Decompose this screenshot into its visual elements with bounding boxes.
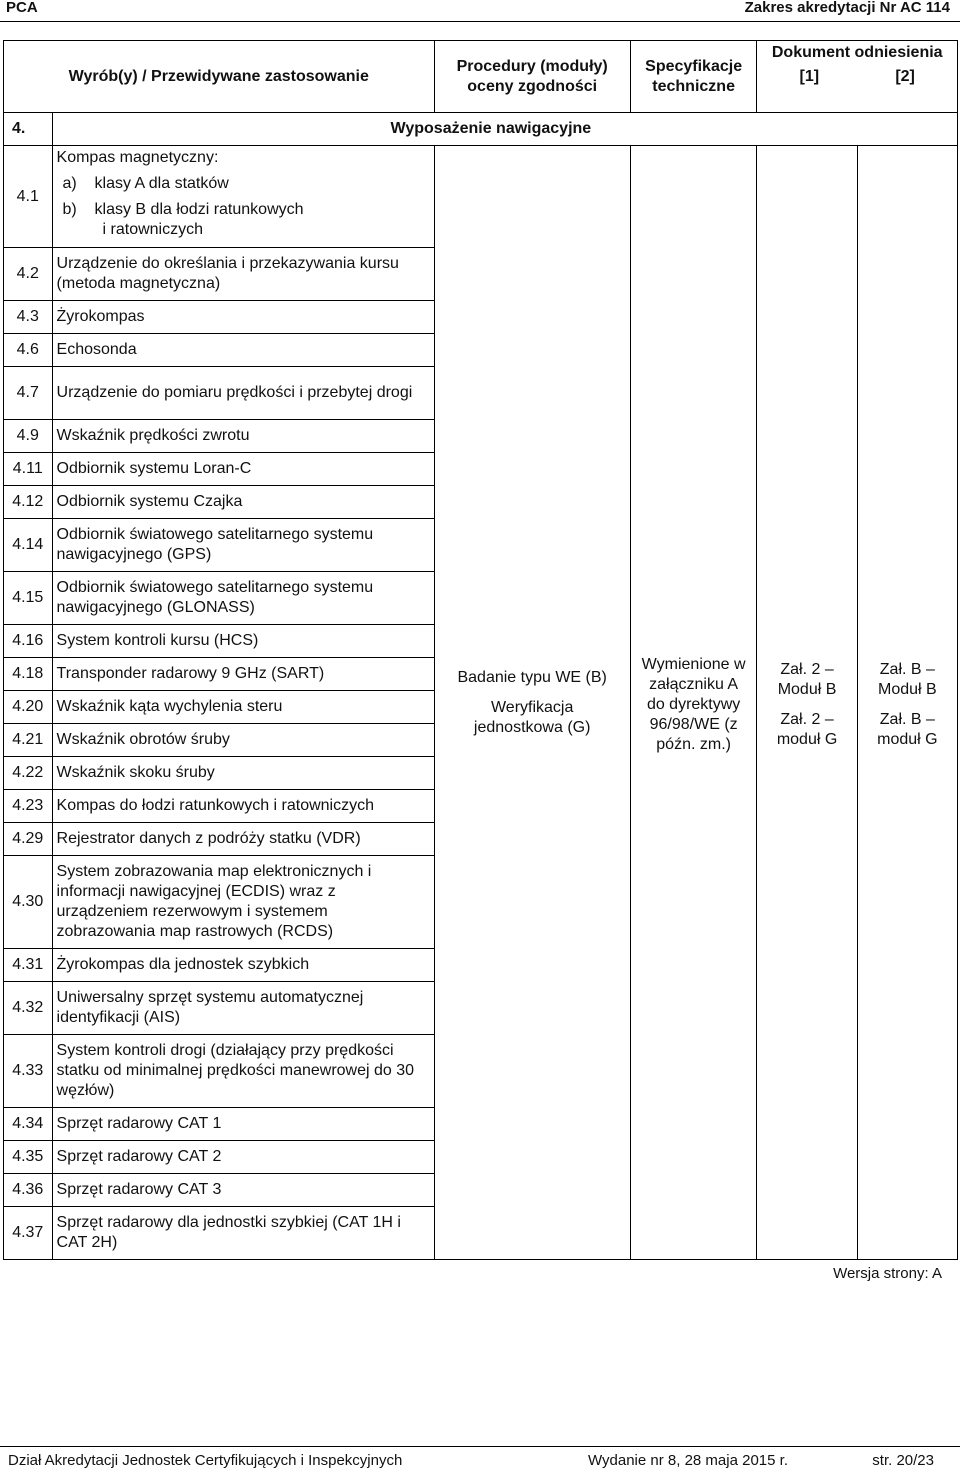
header-procedures: Procedury (moduły) oceny zgodności: [434, 41, 630, 113]
ref2-module-g: Zał. B – moduł G: [877, 710, 938, 748]
row-product: Urządzenie do określania i przekazywania kursu (metoda magnetyczna): [52, 248, 434, 301]
row-number: 4.11: [4, 453, 53, 486]
sub-item-text-cont: i ratowniczych: [102, 221, 204, 238]
row-product: Echosonda: [52, 334, 434, 367]
row-number: 4.21: [4, 724, 53, 757]
row-number: 4.12: [4, 486, 53, 519]
row-number: 4.34: [4, 1108, 53, 1141]
row-product: Żyrokompas: [52, 301, 434, 334]
sub-item-text: klasy B dla łodzi ratunkowych: [94, 201, 304, 218]
procedures-cell: [434, 146, 630, 1260]
org-name: PCA: [6, 0, 38, 16]
row-product: System kontroli drogi (działający przy prędkości statku od minimalnej prędkości manewrowej do 30 węzłów): [52, 1035, 434, 1108]
row-product: Sprzęt radarowy CAT 1: [52, 1108, 434, 1141]
footer-department: Dział Akredytacji Jednostek Certyfikujących i Inspekcyjnych: [8, 1452, 403, 1469]
section-row: [4, 113, 958, 146]
row-product: Urządzenie do pomiaru prędkości i przebytej drogi: [52, 367, 434, 420]
row-product: Odbiornik systemu Loran-C: [52, 453, 434, 486]
sub-item-b: [63, 200, 430, 220]
footer-edition: Wydanie nr 8, 28 maja 2015 r.: [588, 1452, 788, 1469]
sub-item-text: klasy A dla statków: [94, 175, 229, 192]
row-product: Rejestrator danych z podróży statku (VDR): [52, 823, 434, 856]
ref1-cell: [757, 146, 857, 1260]
row-number: 4.18: [4, 658, 53, 691]
ref2-cell: [857, 146, 957, 1260]
row-number: 4.6: [4, 334, 53, 367]
row-number: 4.31: [4, 949, 53, 982]
accreditation-number: Zakres akredytacji Nr AC 114: [744, 0, 950, 16]
row-number: 4.22: [4, 757, 53, 790]
row-product: Sprzęt radarowy CAT 3: [52, 1174, 434, 1207]
procedure-g: Weryfikacja jednostkowa (G): [473, 698, 591, 736]
row-number: 4.16: [4, 625, 53, 658]
header-reference: [757, 41, 958, 113]
row-product: Żyrokompas dla jednostek szybkich: [52, 949, 434, 982]
row-number: 4.2: [4, 248, 53, 301]
ref1-module-b: Zał. 2 – Moduł B: [777, 660, 837, 698]
row-product: Transponder radarowy 9 GHz (SART): [52, 658, 434, 691]
row-number: 4.20: [4, 691, 53, 724]
row-product: Kompas do łodzi ratunkowych i ratowniczych: [52, 790, 434, 823]
row-product: Sprzęt radarowy CAT 2: [52, 1141, 434, 1174]
header-product: Wyrób(y) / Przewidywane zastosowanie: [4, 41, 435, 113]
ref1-module-g: Zał. 2 – moduł G: [776, 710, 838, 748]
table-header-row: [4, 41, 958, 113]
header-ref2: [2]: [895, 68, 915, 85]
row-product: Uniwersalny sprzęt systemu automatycznej identyfikacji (AIS): [52, 982, 434, 1035]
accreditation-table: [3, 40, 958, 1260]
header-ref1: [1]: [799, 68, 820, 85]
row-product: Odbiornik systemu Czajka: [52, 486, 434, 519]
row-number: 4.37: [4, 1207, 53, 1260]
row-product: Wskaźnik kąta wychylenia steru: [52, 691, 434, 724]
row-number: 4.23: [4, 790, 53, 823]
row-number: 4.3: [4, 301, 53, 334]
row-product: System kontroli kursu (HCS): [52, 625, 434, 658]
row-product: Odbiornik światowego satelitarnego systemu nawigacyjnego (GPS): [52, 519, 434, 572]
row-number: 4.15: [4, 572, 53, 625]
row-product: [52, 146, 434, 248]
row-product: Wskaźnik prędkości zwrotu: [52, 420, 434, 453]
section-number: 4.: [4, 113, 53, 146]
table-row: [4, 146, 958, 248]
row-number: 4.14: [4, 519, 53, 572]
page-version: Wersja strony: A: [833, 1265, 942, 1282]
row-product: Wskaźnik skoku śruby: [52, 757, 434, 790]
footer-divider: [0, 1446, 960, 1447]
row-number: 4.9: [4, 420, 53, 453]
header-specs: Specyfikacje techniczne: [630, 41, 757, 113]
procedure-b: Badanie typu WE (B): [457, 668, 607, 686]
row-number: 4.30: [4, 856, 53, 949]
row-number: 4.33: [4, 1035, 53, 1108]
sub-item-letter: b): [62, 201, 77, 218]
section-title: Wyposażenie nawigacyjne: [52, 113, 957, 146]
row-number: 4.29: [4, 823, 53, 856]
row-title: Kompas magnetyczny:: [56, 149, 219, 166]
row-product: System zobrazowania map elektronicznych i informacji nawigacyjnej (ECDIS) wraz z urządzeniem rezerwowym i systemem zobrazowania map rastrowych (RCDS): [52, 856, 434, 949]
row-number: 4.32: [4, 982, 53, 1035]
row-number: 4.1: [4, 146, 53, 248]
row-number: 4.35: [4, 1141, 53, 1174]
sub-item-a: [63, 174, 430, 194]
row-number: 4.7: [4, 367, 53, 420]
row-product: Odbiornik światowego satelitarnego systemu nawigacyjnego (GLONASS): [52, 572, 434, 625]
row-product: Sprzęt radarowy dla jednostki szybkiej (CAT 1H i CAT 2H): [52, 1207, 434, 1260]
header-divider: [0, 21, 960, 22]
ref2-module-b: Zał. B – Moduł B: [877, 660, 937, 698]
sub-item-letter: a): [62, 175, 77, 192]
row-product: Wskaźnik obrotów śruby: [52, 724, 434, 757]
row-number: 4.36: [4, 1174, 53, 1207]
header-reference-title: Dokument odniesienia: [771, 44, 943, 61]
specs-cell: Wymienione w załączniku A do dyrektywy 96/98/WE (z późn. zm.): [630, 146, 757, 1260]
footer-page-number: str. 20/23: [872, 1452, 934, 1469]
